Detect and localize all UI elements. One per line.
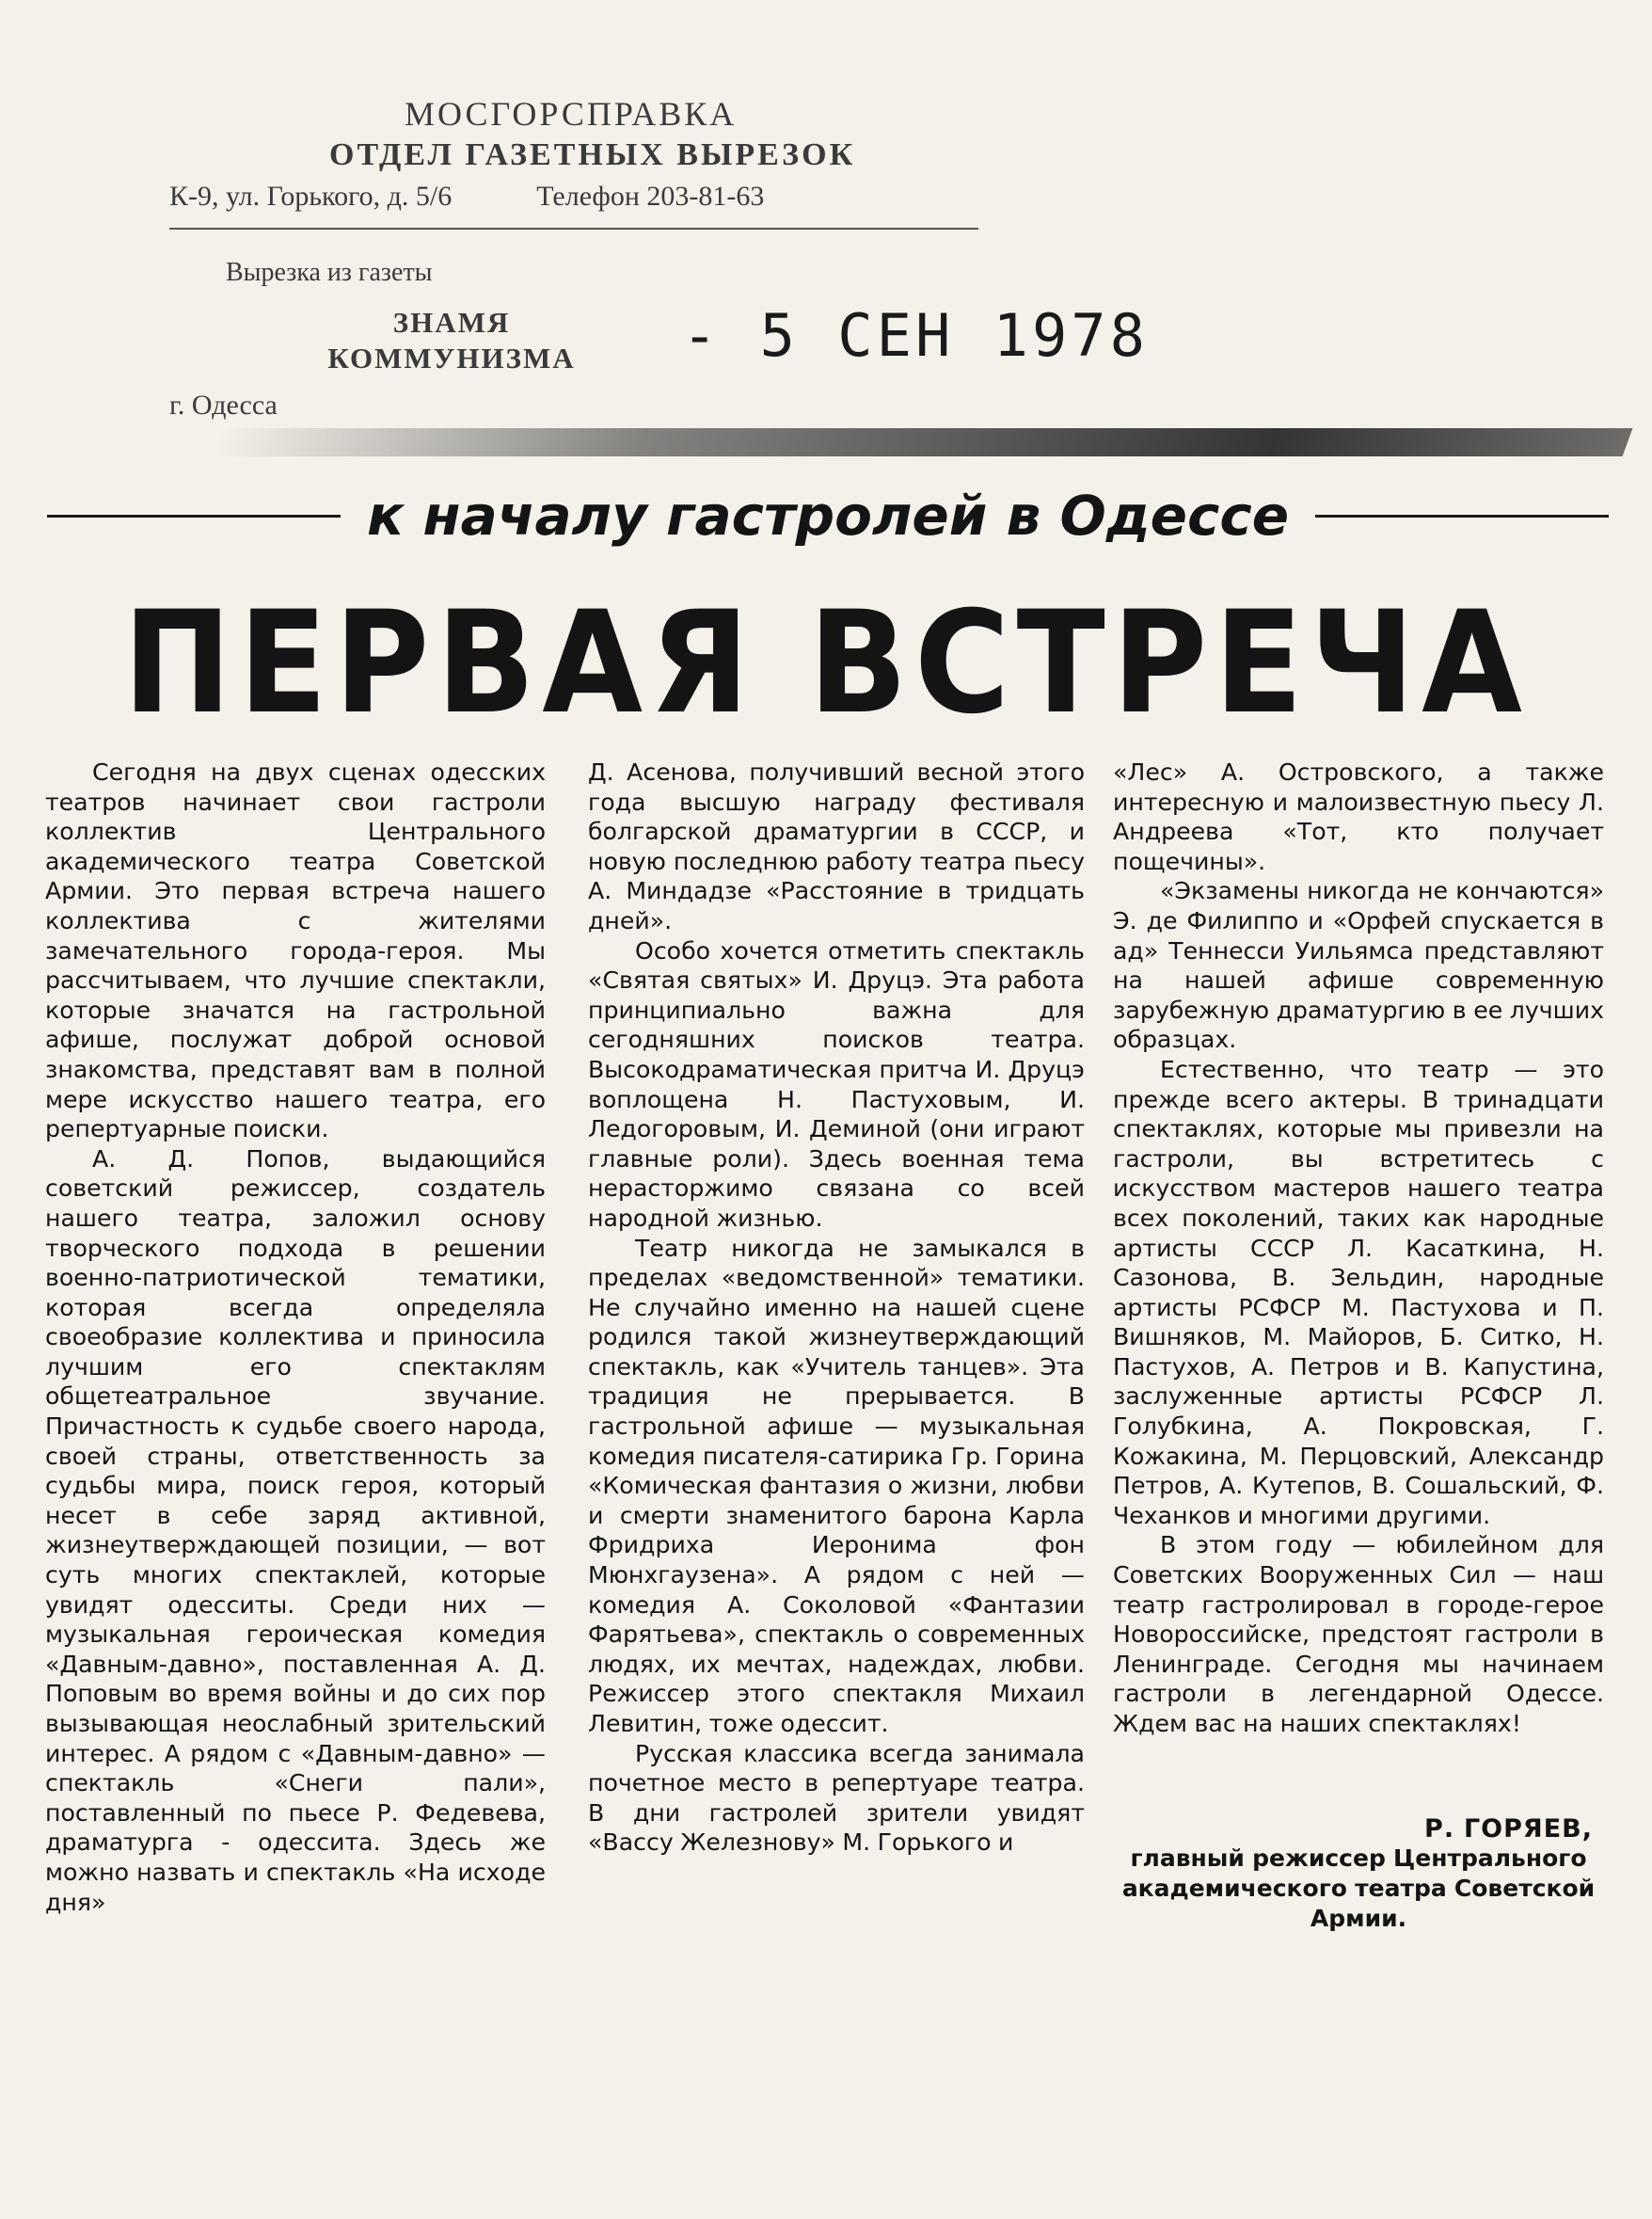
stamp-contact-line <box>169 181 978 230</box>
paragraph: «Экзамены никогда не кончаются» Э. де Филиппо и «Орфей спускается в ад» Теннесси Уильямса представляют на нашей афише современную зарубежную драматургию в ее лучших образцах. <box>1113 877 1604 1054</box>
paragraph: Русская классика всегда занимала почетное место в репертуаре театра. В дни гастролей зрители увидят «Вассу Железнову» М. Горького и <box>588 1739 1085 1857</box>
paragraph: Естественно, что театр — это прежде всего актеры. В тринадцати спектаклях, которые мы привезли на гастроли, вы встретитесь с искусством мастеров нашего театра всех поколений, таких как народные артисты СССР Л. Касаткина, Н. Сазонова, В. Зельдин, народные артисты РСФСР М. Пастухова и П. Вишняков, М. Майоров, Б. Ситко, Н. Пастухов, А. Петров и В. Капустина, заслуженные артисты РСФСР Л. Голубкина, А. Покровская, Г. Кожакина, М. Перцовский, Александр Петров, А. Кутепов, В. Сошальский, Ф. Чеханков и многими другими. <box>1113 1055 1604 1529</box>
stamp-newspaper-name <box>310 305 593 376</box>
date-stamp: - 5 СЕН 1978 <box>682 301 1149 370</box>
newspaper-name-line2: КОММУНИЗМА <box>327 342 576 375</box>
paragraph: Сегодня на двух сценах одесских театров начинает свои гастроли коллектив Центрального академического театра Советской Армии. Это первая встреча нашего коллектива с жителями замечательного города-героя. Мы рассчитываем, что лучшие спектакли, которые значатся на гастрольной афише, послужат доброй основой знакомства, представят вам в полной мере искусство нашего театра, его репертуарные поиски. <box>45 758 546 1143</box>
author-signature <box>1113 1814 1604 1935</box>
rubric-line <box>47 478 1609 553</box>
scan-ink-smear <box>212 428 1633 456</box>
rubric-rule-right <box>1315 515 1609 518</box>
paragraph: Д. Асенова, получивший весной этого года высшую награду фестиваля болгарской драматургии в СССР, и новую последнюю работу театра пьесу А. Миндадзе «Расстояние в тридцать дней». <box>588 758 1085 934</box>
article-column-2 <box>588 758 1085 1858</box>
paragraph: В этом году — юбилейном для Советских Вооруженных Сил — наш театр гастролировал в городе-герое Новороссийске, предстоят гастроли в Ленинграде. Сегодня мы начинаем гастроли в легендарной Одессе. Ждем вас на наших спектаклях! <box>1113 1531 1604 1737</box>
paragraph: Театр никогда не замыкался в пределах «ведомственной» тематики. Не случайно именно на нашей сцене родился такой жизнеутверждающий спектакль, как «Учитель танцев». Эта традиция не прерывается. В гастрольной афише — музыкальная комедия писателя-сатирика Гр. Горина «Комическая фантазия о жизни, любви и смерти знаменитого барона Карла Фридриха Иеронима фон Мюнхгаузена». А рядом с ней — комедия А. Соколовой «Фантазии Фарятьева», спектакль о современных людях, их мечтах, надеждах, любви. Режиссер этого спектакля Михаил Левитин, тоже одессит. <box>588 1234 1085 1737</box>
author-title: главный режиссер Центрального академического театра Советской Армии. <box>1121 1844 1596 1933</box>
paragraph: А. Д. Попов, выдающийся советский режиссер, создатель нашего театра, заложил основу творческого подхода в решении военно-патриотической тематики, которая всегда определяла своеобразие коллектива и приносила лучшим его спектаклям общетеатральное звучание. Причастность к судьбе своего народа, своей страны, ответственность за судьбы мира, поиск героя, который несет в себе заряд активной, жизнеутверждающей позиции, — вот суть многих спектаклей, которые увидят одесситы. Среди них — музыкальная героическая комедия «Давным-давно», поставленная А. Д. Поповым во время войны и до сих пор вызывающая неослабный зрительский интерес. А рядом с «Давным-давно» — спектакль «Снеги пали», поставленный по пьесе Р. Федевева, драматурга - одессита. Здесь же можно назвать и спектакль «На исходе дня» <box>45 1144 546 1916</box>
stamp-clipping-from: Вырезка из газеты <box>226 258 433 287</box>
article-column-3 <box>1113 758 1604 1934</box>
rubric-text: к началу гастролей в Одессе <box>366 484 1290 548</box>
clipping-service-stamp <box>169 94 997 427</box>
stamp-phone: Телефон 203-81-63 <box>536 181 765 212</box>
article-column-1 <box>45 758 546 1917</box>
stamp-city: г. Одесса <box>169 390 278 421</box>
paragraph: Особо хочется отметить спектакль «Святая святых» И. Друцэ. Эта работа принципиально важна для сегодняшних поисков театра. Высокодраматическая притча И. Друцэ воплощена Н. Пастуховым, И. Ледогоровым, И. Деминой (они играют главные роли). Здесь военная тема нерасторжимо связана со всей народной жизнью. <box>588 936 1085 1232</box>
paragraph: «Лес» А. Островского, а также интересную и малоизвестную пьесу Л. Андреева «Тот, кто получает пощечины». <box>1113 758 1604 875</box>
author-name: Р. ГОРЯЕВ, <box>1424 1813 1593 1844</box>
stamp-address: К-9, ул. Горького, д. 5/6 <box>169 181 453 212</box>
rubric-rule-left <box>47 515 341 518</box>
article-headline: ПЕРВАЯ ВСТРЕЧА <box>122 582 1530 745</box>
stamp-department: ОТДЕЛ ГАЗЕТНЫХ ВЫРЕЗОК <box>329 137 856 172</box>
newspaper-name-line1: ЗНАМЯ <box>392 306 511 339</box>
stamp-agency: МОСГОРСПРАВКА <box>405 95 738 133</box>
